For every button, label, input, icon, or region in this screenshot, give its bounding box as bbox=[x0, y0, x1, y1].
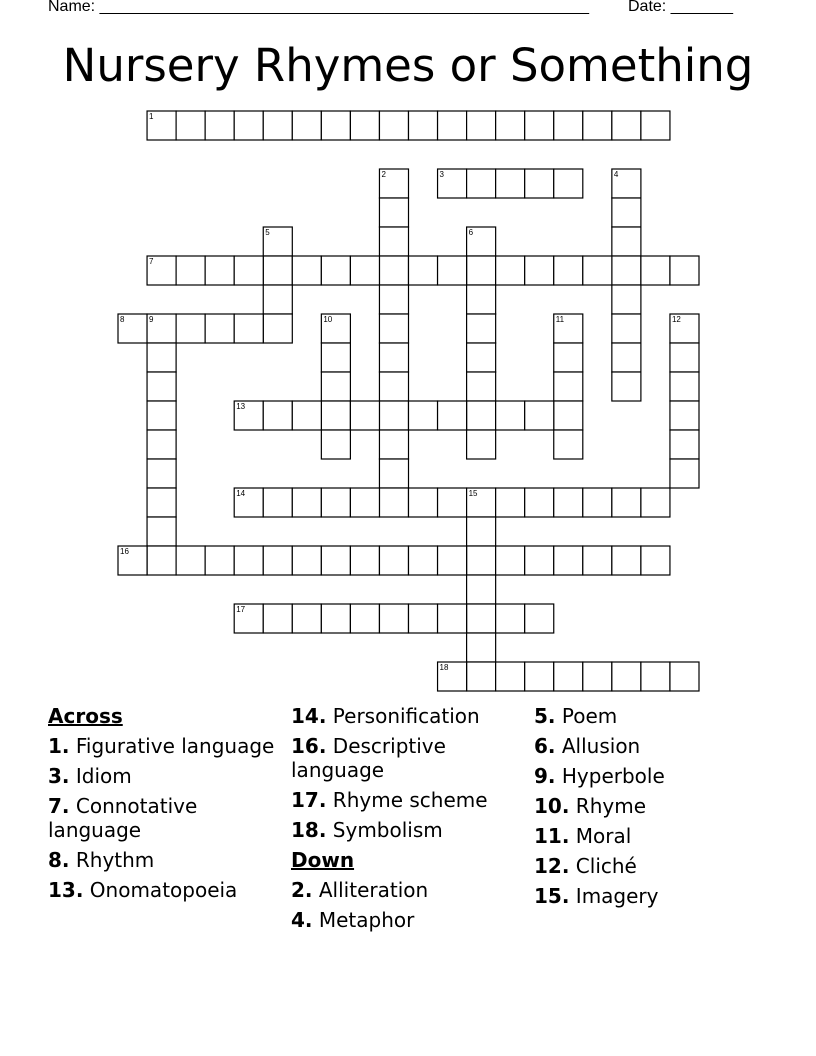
grid-cell[interactable] bbox=[176, 314, 205, 343]
grid-cell[interactable] bbox=[438, 111, 467, 140]
grid-cell[interactable] bbox=[670, 662, 699, 691]
clue-number: 14. bbox=[291, 704, 327, 728]
grid-cell[interactable] bbox=[467, 285, 496, 314]
clue-number-label: 3 bbox=[439, 170, 445, 179]
clue-number-label: 17 bbox=[236, 605, 246, 614]
grid-cell[interactable] bbox=[670, 459, 699, 488]
grid-cell[interactable] bbox=[379, 401, 408, 430]
grid-cell[interactable] bbox=[583, 256, 612, 285]
grid-cell[interactable] bbox=[147, 546, 176, 575]
grid-cell[interactable] bbox=[205, 546, 234, 575]
grid-cell[interactable] bbox=[263, 256, 292, 285]
grid-cell[interactable] bbox=[670, 430, 699, 459]
grid-cell[interactable] bbox=[496, 169, 525, 198]
clue-column-2 bbox=[291, 704, 529, 938]
clue-column-1 bbox=[48, 704, 283, 908]
down-clue bbox=[291, 908, 529, 932]
grid-cell[interactable] bbox=[496, 546, 525, 575]
clue-number: 13. bbox=[48, 878, 84, 902]
grid-cell[interactable] bbox=[641, 662, 670, 691]
grid-cell[interactable] bbox=[467, 401, 496, 430]
clue-number: 1. bbox=[48, 734, 70, 758]
grid-cell[interactable] bbox=[292, 604, 321, 633]
grid-cell[interactable] bbox=[612, 662, 641, 691]
name-label: Name: bbox=[48, 0, 96, 15]
clue-number-label: 7 bbox=[149, 257, 154, 266]
grid-cell[interactable] bbox=[583, 546, 612, 575]
clue-number-label: 5 bbox=[265, 228, 270, 237]
grid-cell[interactable] bbox=[583, 662, 612, 691]
grid-cell[interactable] bbox=[321, 401, 350, 430]
grid-cell[interactable] bbox=[554, 546, 583, 575]
clue-number: 12. bbox=[534, 854, 570, 878]
grid-cell[interactable] bbox=[379, 314, 408, 343]
across-clue bbox=[291, 704, 529, 728]
grid-cell[interactable] bbox=[641, 111, 670, 140]
grid-cell[interactable] bbox=[438, 488, 467, 517]
clue-number-label: 2 bbox=[381, 170, 386, 179]
grid-cell[interactable] bbox=[554, 256, 583, 285]
grid-cell[interactable] bbox=[147, 343, 176, 372]
grid-cell[interactable] bbox=[379, 488, 408, 517]
grid-cell[interactable] bbox=[350, 111, 379, 140]
grid-cell[interactable] bbox=[234, 256, 263, 285]
grid-cell[interactable] bbox=[147, 517, 176, 546]
clue-number-label: 16 bbox=[120, 547, 129, 556]
name-field[interactable]: _______________________________________________________ bbox=[99, 0, 589, 15]
grid-cell[interactable] bbox=[670, 401, 699, 430]
grid-cell[interactable] bbox=[496, 111, 525, 140]
grid-cell[interactable] bbox=[641, 488, 670, 517]
across-clue bbox=[48, 794, 283, 842]
clue-number: 17. bbox=[291, 788, 327, 812]
down-clue bbox=[534, 794, 774, 818]
grid-cell[interactable] bbox=[263, 604, 292, 633]
grid-cell[interactable] bbox=[467, 604, 496, 633]
down-clue bbox=[534, 824, 774, 848]
grid-cell[interactable] bbox=[379, 256, 408, 285]
grid-cell[interactable] bbox=[292, 546, 321, 575]
grid-cell[interactable] bbox=[350, 546, 379, 575]
grid-cell[interactable] bbox=[379, 459, 408, 488]
clue-number-label: 15 bbox=[468, 489, 478, 498]
grid-cell[interactable] bbox=[379, 604, 408, 633]
grid-cell[interactable] bbox=[409, 488, 438, 517]
grid-cell[interactable] bbox=[525, 488, 554, 517]
grid-cell[interactable] bbox=[379, 343, 408, 372]
grid-cell[interactable] bbox=[234, 111, 263, 140]
clue-number-label: 8 bbox=[120, 315, 125, 324]
grid-cell[interactable] bbox=[263, 488, 292, 517]
grid-cell[interactable] bbox=[379, 285, 408, 314]
clue-text: Rhythm bbox=[75, 848, 155, 872]
grid-cell[interactable] bbox=[467, 633, 496, 662]
grid-cell[interactable] bbox=[263, 401, 292, 430]
grid-cell[interactable] bbox=[670, 256, 699, 285]
grid-cell[interactable] bbox=[525, 604, 554, 633]
clue-text: Moral bbox=[575, 824, 632, 848]
clue-text: Personification bbox=[332, 704, 480, 728]
grid-cell[interactable] bbox=[147, 488, 176, 517]
grid-cell[interactable] bbox=[321, 488, 350, 517]
across-clue bbox=[48, 848, 283, 872]
across-clue bbox=[291, 734, 529, 782]
grid-cell[interactable] bbox=[467, 343, 496, 372]
clue-text: Rhyme scheme bbox=[332, 788, 488, 812]
grid-cell[interactable] bbox=[496, 604, 525, 633]
clue-number: 7. bbox=[48, 794, 70, 818]
grid-cell[interactable] bbox=[496, 256, 525, 285]
clue-number-label: 4 bbox=[613, 170, 619, 179]
grid-cell[interactable] bbox=[467, 575, 496, 604]
down-clue bbox=[534, 764, 774, 788]
grid-cell[interactable] bbox=[670, 343, 699, 372]
down-clue bbox=[291, 878, 529, 902]
clue-number-label: 10 bbox=[323, 315, 333, 324]
grid-cell[interactable] bbox=[379, 111, 408, 140]
grid-cell[interactable] bbox=[379, 372, 408, 401]
grid-cell[interactable] bbox=[438, 256, 467, 285]
grid-cell[interactable] bbox=[379, 430, 408, 459]
date-field[interactable]: _______ bbox=[670, 0, 733, 15]
grid-cell[interactable] bbox=[554, 430, 583, 459]
grid-cell[interactable] bbox=[554, 662, 583, 691]
clue-number: 3. bbox=[48, 764, 70, 788]
grid-cell[interactable] bbox=[292, 488, 321, 517]
down-clue bbox=[534, 854, 774, 878]
grid-cell[interactable] bbox=[612, 372, 641, 401]
clue-column-3 bbox=[534, 704, 774, 914]
grid-cell[interactable] bbox=[379, 546, 408, 575]
grid-cell[interactable] bbox=[467, 430, 496, 459]
grid-cell[interactable] bbox=[612, 111, 641, 140]
clue-text: Idiom bbox=[75, 764, 132, 788]
across-heading: Across bbox=[48, 704, 123, 728]
grid-cell[interactable] bbox=[467, 256, 496, 285]
grid-cell[interactable] bbox=[467, 169, 496, 198]
clue-text: Connotative language bbox=[48, 794, 198, 842]
grid-cell[interactable] bbox=[554, 111, 583, 140]
grid-cell[interactable] bbox=[467, 517, 496, 546]
grid-cell[interactable] bbox=[176, 111, 205, 140]
grid-cell[interactable] bbox=[554, 488, 583, 517]
clue-number: 16. bbox=[291, 734, 327, 758]
grid-cell[interactable] bbox=[467, 314, 496, 343]
clue-number: 9. bbox=[534, 764, 556, 788]
clue-text: Alliteration bbox=[318, 878, 429, 902]
grid-cell[interactable] bbox=[205, 256, 234, 285]
grid-cell[interactable] bbox=[554, 372, 583, 401]
grid-cell[interactable] bbox=[379, 227, 408, 256]
grid-cell[interactable] bbox=[321, 372, 350, 401]
down-clue bbox=[534, 884, 774, 908]
clue-text: Hyperbole bbox=[561, 764, 665, 788]
clue-number: 4. bbox=[291, 908, 313, 932]
clue-number: 2. bbox=[291, 878, 313, 902]
clue-text: Rhyme bbox=[575, 794, 646, 818]
grid-cell[interactable] bbox=[292, 256, 321, 285]
clue-text: Allusion bbox=[561, 734, 641, 758]
grid-cell[interactable] bbox=[496, 401, 525, 430]
grid-cell[interactable] bbox=[612, 256, 641, 285]
grid-cell[interactable] bbox=[612, 285, 641, 314]
grid-cell[interactable] bbox=[641, 256, 670, 285]
grid-cell[interactable] bbox=[409, 604, 438, 633]
grid-cell[interactable] bbox=[263, 111, 292, 140]
down-heading: Down bbox=[291, 848, 355, 872]
clue-number: 6. bbox=[534, 734, 556, 758]
grid-cell[interactable] bbox=[176, 546, 205, 575]
grid-cell[interactable] bbox=[205, 314, 234, 343]
clue-text: Symbolism bbox=[332, 818, 443, 842]
grid-cell[interactable] bbox=[321, 256, 350, 285]
grid-cell[interactable] bbox=[525, 546, 554, 575]
grid-cell[interactable] bbox=[525, 111, 554, 140]
grid-cell[interactable] bbox=[467, 662, 496, 691]
clue-text: Poem bbox=[561, 704, 618, 728]
grid-cell[interactable] bbox=[525, 662, 554, 691]
clue-number-label: 9 bbox=[149, 315, 154, 324]
puzzle-title: Nursery Rhymes or Something bbox=[62, 39, 754, 92]
clue-text: Metaphor bbox=[318, 908, 415, 932]
grid-cell[interactable] bbox=[467, 372, 496, 401]
clue-number: 5. bbox=[534, 704, 556, 728]
grid-cell[interactable] bbox=[612, 314, 641, 343]
grid-cell[interactable] bbox=[379, 198, 408, 227]
clue-number-label: 12 bbox=[671, 315, 681, 324]
grid-cell[interactable] bbox=[350, 401, 379, 430]
grid-cell[interactable] bbox=[583, 488, 612, 517]
grid-cell[interactable] bbox=[321, 111, 350, 140]
grid-cell[interactable] bbox=[554, 401, 583, 430]
grid-cell[interactable] bbox=[147, 430, 176, 459]
grid-cell[interactable] bbox=[205, 111, 234, 140]
grid-cell[interactable] bbox=[147, 372, 176, 401]
grid-cell[interactable] bbox=[612, 546, 641, 575]
grid-cell[interactable] bbox=[263, 546, 292, 575]
grid-cell[interactable] bbox=[438, 401, 467, 430]
grid-cell[interactable] bbox=[612, 198, 641, 227]
across-clue bbox=[48, 878, 283, 902]
grid-cell[interactable] bbox=[438, 604, 467, 633]
grid-cell[interactable] bbox=[554, 343, 583, 372]
grid-cell[interactable] bbox=[409, 401, 438, 430]
grid-cell[interactable] bbox=[554, 169, 583, 198]
clue-number-label: 14 bbox=[236, 489, 246, 498]
grid-cell[interactable] bbox=[321, 604, 350, 633]
grid-cell[interactable] bbox=[176, 256, 205, 285]
clue-number: 10. bbox=[534, 794, 570, 818]
grid-cell[interactable] bbox=[321, 430, 350, 459]
grid-cell[interactable] bbox=[147, 459, 176, 488]
clue-number: 18. bbox=[291, 818, 327, 842]
grid-cell[interactable] bbox=[409, 111, 438, 140]
clue-number-label: 1 bbox=[149, 112, 154, 121]
down-clue bbox=[534, 734, 774, 758]
clue-number: 8. bbox=[48, 848, 70, 872]
grid-cell[interactable] bbox=[467, 111, 496, 140]
clue-number-label: 11 bbox=[555, 315, 565, 324]
clue-number-label: 18 bbox=[439, 663, 449, 672]
grid-cell[interactable] bbox=[292, 401, 321, 430]
grid-cell[interactable] bbox=[467, 546, 496, 575]
down-clue bbox=[534, 704, 774, 728]
clue-text: Descriptive language bbox=[291, 734, 446, 782]
clue-number-label: 6 bbox=[468, 228, 474, 237]
grid-cell[interactable] bbox=[525, 256, 554, 285]
clue-number-label: 13 bbox=[236, 402, 246, 411]
clue-number: 15. bbox=[534, 884, 570, 908]
grid-cell[interactable] bbox=[234, 314, 263, 343]
grid-cell[interactable] bbox=[496, 488, 525, 517]
grid-cell[interactable] bbox=[321, 546, 350, 575]
grid-cell[interactable] bbox=[438, 546, 467, 575]
grid-cell[interactable] bbox=[234, 546, 263, 575]
grid-cell[interactable] bbox=[292, 111, 321, 140]
grid-cell[interactable] bbox=[612, 488, 641, 517]
grid-cell[interactable] bbox=[612, 227, 641, 256]
grid-cell[interactable] bbox=[612, 343, 641, 372]
date-label: Date: bbox=[628, 0, 667, 15]
clue-text: Cliché bbox=[575, 854, 637, 878]
grid-cell[interactable] bbox=[263, 285, 292, 314]
grid-cell[interactable] bbox=[350, 256, 379, 285]
clue-text: Onomatopoeia bbox=[89, 878, 238, 902]
grid-cell[interactable] bbox=[350, 604, 379, 633]
grid-cell[interactable] bbox=[670, 372, 699, 401]
grid-cell[interactable] bbox=[525, 169, 554, 198]
across-clue bbox=[291, 818, 529, 842]
clue-number: 11. bbox=[534, 824, 570, 848]
clue-text: Imagery bbox=[575, 884, 659, 908]
grid-cell[interactable] bbox=[263, 314, 292, 343]
clue-text: Figurative language bbox=[75, 734, 275, 758]
grid-cell[interactable] bbox=[409, 256, 438, 285]
grid-cell[interactable] bbox=[350, 488, 379, 517]
across-clue bbox=[48, 764, 283, 788]
grid-cell[interactable] bbox=[321, 343, 350, 372]
grid-cell[interactable] bbox=[525, 401, 554, 430]
across-clue bbox=[291, 788, 529, 812]
grid-cell[interactable] bbox=[147, 401, 176, 430]
grid-cell[interactable] bbox=[583, 111, 612, 140]
grid-cell[interactable] bbox=[409, 546, 438, 575]
grid-cell[interactable] bbox=[496, 662, 525, 691]
across-clue bbox=[48, 734, 283, 758]
grid-cell[interactable] bbox=[641, 546, 670, 575]
